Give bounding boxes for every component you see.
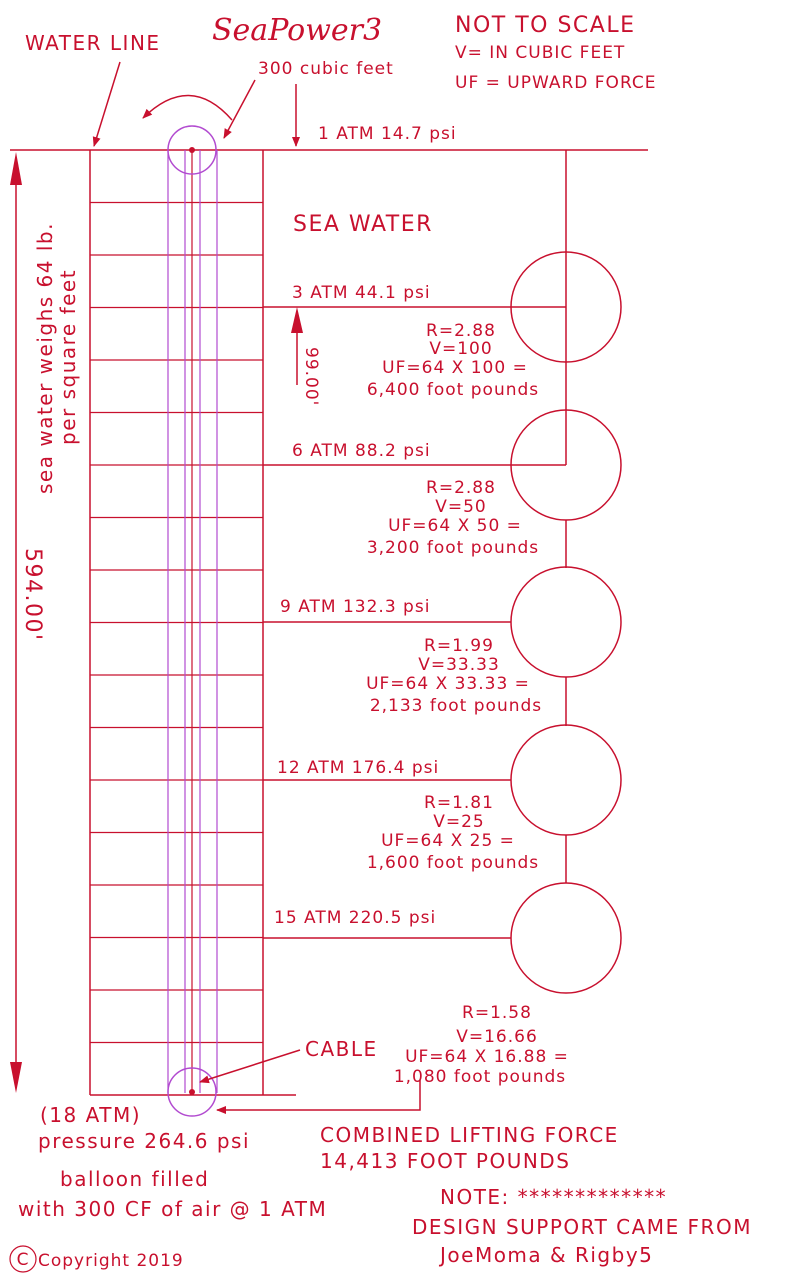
diagram-title: SeaPower3 (212, 13, 383, 48)
level-3-radius: R=2.88 (426, 321, 496, 341)
balloon-note-1: balloon filled (60, 1167, 210, 1191)
bottom-balloon-center (189, 1089, 195, 1095)
level-15-force: 1,080 foot pounds (393, 1067, 567, 1087)
buoy-3 (511, 567, 621, 677)
balloon-note-2: with 300 CF of air @ 1 ATM (18, 1197, 328, 1221)
note-upward-force: UF = UPWARD FORCE (455, 73, 657, 93)
note-volume-units: V= IN CUBIC FEET (455, 43, 626, 63)
level-12-volume: V=25 (433, 812, 485, 832)
total-depth-arrow-bottom (10, 1062, 22, 1093)
bottom-atm-label: (18 ATM) (40, 1103, 142, 1127)
total-depth-arrow-top (10, 152, 22, 185)
water-weight-note: sea water weighs 64 lb. (33, 222, 57, 494)
level-3-force: 6,400 foot pounds (366, 380, 540, 400)
total-depth-label: 594.00' (20, 548, 45, 642)
design-note-2: DESIGN SUPPORT CAME FROM (412, 1215, 752, 1239)
design-note-1: NOTE: ************* (440, 1185, 668, 1209)
level-12-radius: R=1.81 (424, 793, 494, 813)
cable-arrow (200, 1050, 300, 1082)
level-12-formula: UF=64 X 25 = (381, 831, 515, 851)
copyright-text: Copyright 2019 (38, 1251, 184, 1271)
combined-force-title: COMBINED LIFTING FORCE (320, 1123, 619, 1147)
level-15-radius: R=1.58 (462, 1003, 532, 1023)
level-15-pressure: 15 ATM 220.5 psi (274, 908, 437, 928)
segment-depth-arrow (291, 307, 303, 333)
design-note-3: JoeMoma & Rigby5 (440, 1243, 654, 1267)
water-line-arrow (94, 62, 120, 146)
bottom-pressure-label: pressure 264.6 psi (38, 1129, 251, 1153)
surface-pressure-label: 1 ATM 14.7 psi (318, 124, 457, 144)
top-volume-label: 300 cubic feet (258, 59, 394, 79)
level-15-volume: V=16.66 (456, 1027, 538, 1047)
note-not-to-scale: NOT TO SCALE (455, 13, 636, 38)
level-12-pressure: 12 ATM 176.4 psi (277, 758, 440, 778)
level-3-formula: UF=64 X 100 = (382, 358, 528, 378)
level-9-radius: R=1.99 (424, 636, 494, 656)
cable-label: CABLE (305, 1037, 378, 1061)
copyright-symbol: C (16, 1250, 30, 1270)
buoy-5 (511, 883, 621, 993)
transfer-curve-arrow (143, 95, 232, 120)
level-6-volume: V=50 (435, 497, 487, 517)
level-6-pressure: 6 ATM 88.2 psi (292, 441, 431, 461)
sea-water-label: SEA WATER (293, 212, 433, 237)
level-15-formula: UF=64 X 16.88 = (405, 1047, 569, 1067)
level-3-pressure: 3 ATM 44.1 psi (292, 283, 431, 303)
level-9-force: 2,133 foot pounds (369, 696, 543, 716)
level-9-volume: V=33.33 (418, 655, 500, 675)
depth-ladder (90, 150, 263, 1095)
level-6-formula: UF=64 X 50 = (388, 516, 522, 536)
volume-arrow (224, 80, 255, 138)
level-12-force: 1,600 foot pounds (366, 853, 540, 873)
water-line-label: WATER LINE (25, 31, 161, 55)
combined-force-value: 14,413 FOOT POUNDS (320, 1149, 571, 1173)
level-9-pressure: 9 ATM 132.3 psi (280, 597, 431, 617)
level-6-force: 3,200 foot pounds (366, 538, 540, 558)
segment-depth-label: 99.00' (301, 347, 321, 407)
level-9-formula: UF=64 X 33.33 = (366, 674, 530, 694)
water-weight-note-2: per square feet (56, 268, 80, 445)
level-6-radius: R=2.88 (426, 478, 496, 498)
top-balloon-center (189, 147, 195, 153)
level-3-volume: V=100 (429, 339, 493, 359)
buoy-4 (511, 725, 621, 835)
